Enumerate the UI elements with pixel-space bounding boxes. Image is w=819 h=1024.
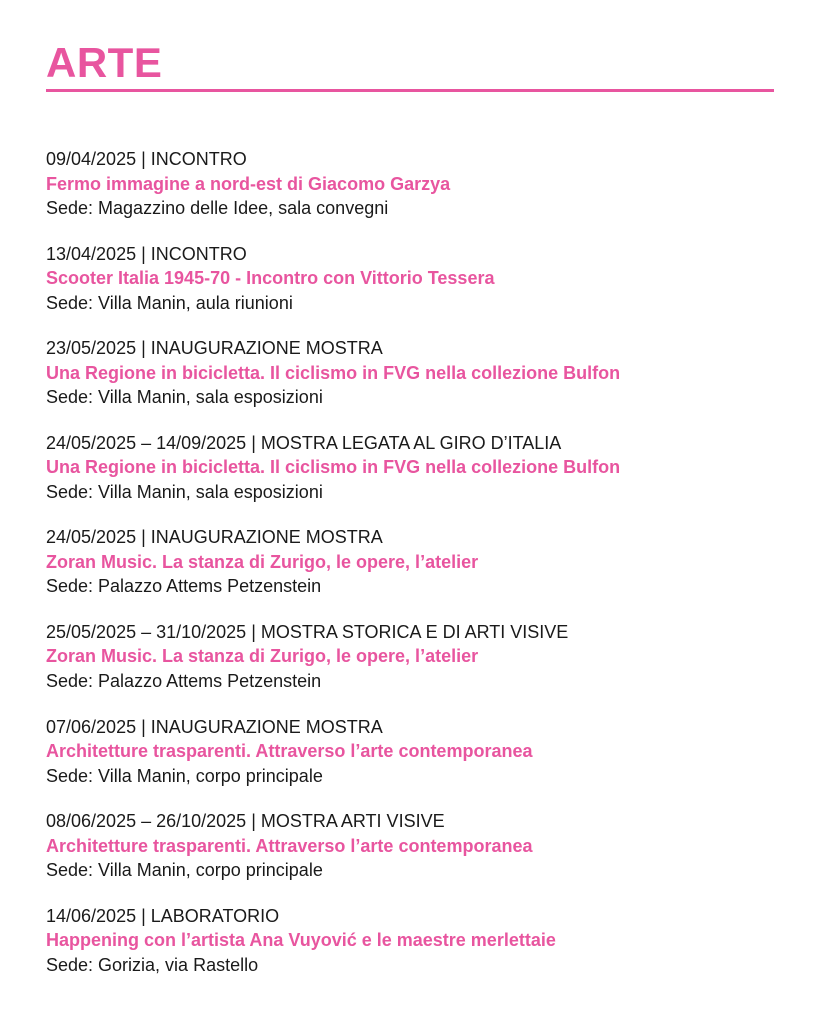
event-item (46, 431, 774, 526)
event-title: Una Regione in bicicletta. Il ciclismo in FVG nella collezione Bulfon (46, 362, 621, 383)
event-item (46, 715, 774, 810)
event-venue: Sede: Villa Manin, sala esposizioni (46, 387, 323, 408)
event-item (46, 336, 774, 431)
event-item (46, 525, 774, 620)
event-date-type: 07/06/2025 | INAUGURAZIONE MOSTRA (46, 716, 383, 737)
event-venue: Sede: Villa Manin, sala esposizioni (46, 481, 323, 502)
event-item (46, 242, 774, 337)
event-venue: Sede: Villa Manin, corpo principale (46, 765, 323, 786)
event-title: Architetture trasparenti. Attraverso l’arte contemporanea (46, 835, 533, 856)
event-venue: Sede: Gorizia, via Rastello (46, 954, 259, 975)
event-title: Scooter Italia 1945-70 - Incontro con Vittorio Tessera (46, 268, 495, 289)
event-title: Zoran Music. La stanza di Zurigo, le opere, l’atelier (46, 646, 479, 667)
event-list (46, 147, 774, 998)
event-date-type: 25/05/2025 – 31/10/2025 | MOSTRA STORICA E DI ARTI VISIVE (46, 621, 569, 642)
event-title: Fermo immagine a nord-est di Giacomo Garzya (46, 173, 451, 194)
title-divider (46, 89, 774, 92)
event-item (46, 809, 774, 904)
event-title: Happening con l’artista Ana Vuyović e le maestre merlettaie (46, 930, 556, 951)
event-item (46, 904, 774, 999)
event-date-type: 23/05/2025 | INAUGURAZIONE MOSTRA (46, 338, 383, 359)
event-venue: Sede: Villa Manin, aula riunioni (46, 292, 293, 313)
event-date-type: 14/06/2025 | LABORATORIO (46, 905, 280, 926)
event-date-type: 24/05/2025 | INAUGURAZIONE MOSTRA (46, 527, 383, 548)
event-date-type: 13/04/2025 | INCONTRO (46, 243, 247, 264)
page-title: ARTE (46, 39, 163, 86)
event-venue: Sede: Palazzo Attems Petzenstein (46, 576, 322, 597)
event-venue: Sede: Palazzo Attems Petzenstein (46, 670, 322, 691)
event-title: Zoran Music. La stanza di Zurigo, le opere, l’atelier (46, 551, 479, 572)
event-date-type: 24/05/2025 – 14/09/2025 | MOSTRA LEGATA AL GIRO D’ITALIA (46, 432, 562, 453)
event-date-type: 08/06/2025 – 26/10/2025 | MOSTRA ARTI VISIVE (46, 811, 445, 832)
event-title: Una Regione in bicicletta. Il ciclismo in FVG nella collezione Bulfon (46, 457, 621, 478)
event-venue: Sede: Magazzino delle Idee, sala convegni (46, 198, 389, 218)
event-title: Architetture trasparenti. Attraverso l’arte contemporanea (46, 741, 533, 762)
event-item (46, 620, 774, 715)
event-venue: Sede: Villa Manin, corpo principale (46, 860, 323, 881)
event-item (46, 147, 774, 242)
event-date-type: 09/04/2025 | INCONTRO (46, 149, 247, 169)
